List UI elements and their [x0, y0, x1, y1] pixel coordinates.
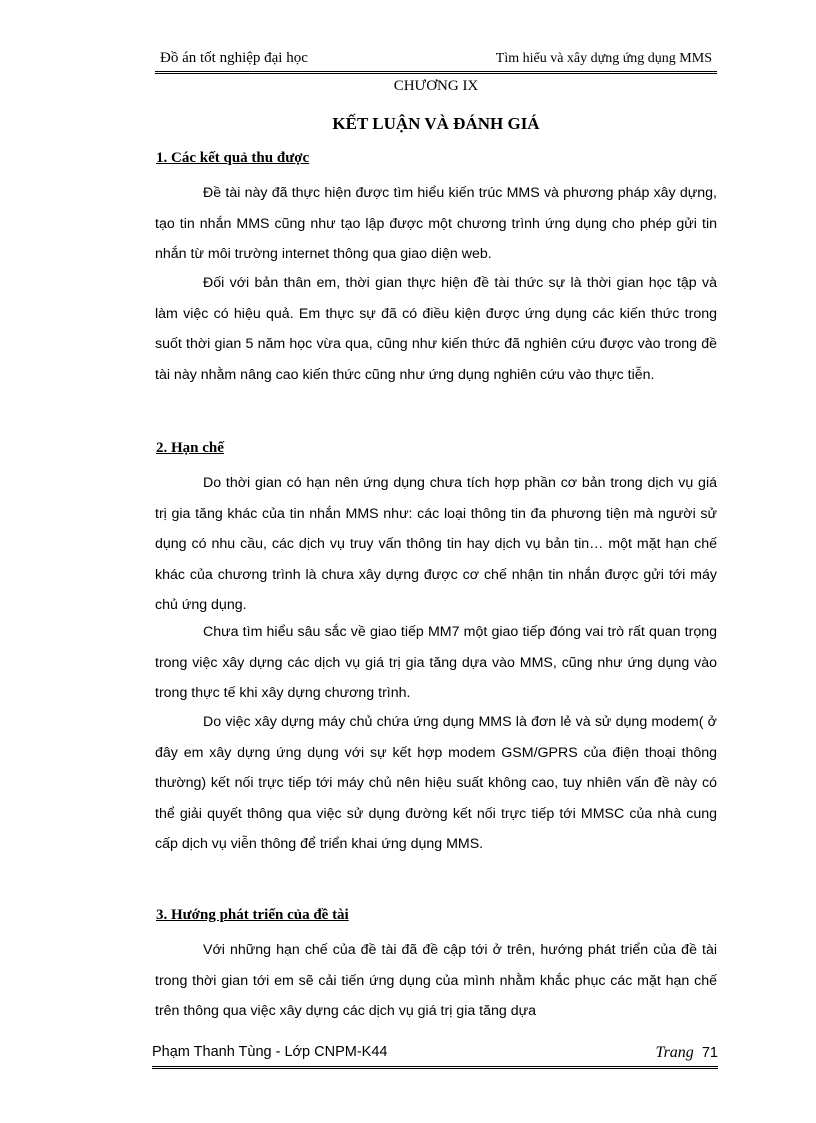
section-heading-2: 2. Hạn chế — [156, 440, 224, 456]
page-number: 71 — [701, 1045, 718, 1061]
section-heading-1: 1. Các kết quả thu được — [156, 150, 310, 166]
chapter-label: CHƯƠNG IX — [393, 78, 479, 94]
header-right: Tìm hiểu và xây dựng ứng dụng MMS — [495, 51, 712, 66]
page-label: Trang — [655, 1044, 694, 1061]
footer-author: Phạm Thanh Tùng - Lớp CNPM-K44 — [152, 1044, 388, 1060]
footer-page — [656, 1044, 718, 1062]
footer-rule — [152, 1066, 718, 1070]
chapter-title: KẾT LUẬN VÀ ĐÁNH GIÁ — [332, 114, 540, 133]
header-left: Đồ án tốt nghiệp đại học — [160, 50, 308, 66]
paragraph: Đối với bản thân em, thời gian thực hiện đề tài thức sự là thời gian học tập và làm việc có hiệu quả. Em thực sự đã có điều kiện được ứng dụng các kiến thức trong suốt thời gian 5 năm học vừa qua, cũng như kiến thức đã nghiên cứu được vào trong đề tài này nhằm nâng cao kiến thức cũng như ứng dụng nghiên cứu vào thực tiễn. — [155, 275, 717, 383]
paragraph: Với những hạn chế của đề tài đã đề cập tới ở trên, hướng phát triển của đề tài trong thời gian tới em sẽ cải tiến ứng dụng của mình nhằm khắc phục các mặt hạn chế trên thông qua việc xây dựng các dịch vụ giá trị gia tăng dựa — [155, 942, 717, 1019]
section-heading-3: 3. Hướng phát triển của đề tài — [156, 907, 349, 923]
page-footer — [152, 1044, 718, 1066]
page-header — [160, 50, 712, 72]
paragraph: Chưa tìm hiểu sâu sắc về giao tiếp MM7 một giao tiếp đóng vai trò rất quan trọng trong việc xây dựng các dịch vụ giá trị gia tăng dựa vào MMS, cũng như ứng dụng vào trong thực tế khi xây dựng chương trình. — [155, 624, 717, 701]
paragraph: Đề tài này đã thực hiện được tìm hiểu kiến trúc MMS và phương pháp xây dựng, tạo tin nhắn MMS cũng như tạo lập được một chương trình ứng dụng cho phép gửi tin nhắn từ môi trường internet thông qua giao diện web. — [155, 185, 717, 262]
header-rule — [155, 71, 717, 75]
paragraph: Do việc xây dựng máy chủ chứa ứng dụng MMS là đơn lẻ và sử dụng modem( ở đây em xây dựng ứng dụng với sự kết hợp modem GSM/GPRS của điện thoại thông thường) kết nối trực tiếp tới máy chủ nên hiệu suất không cao, tuy nhiên vấn đề này có thể giải quyết thông qua việc sử dụng đường kết nối trực tiếp tới MMSC của nhà cung cấp dịch vụ viễn thông để triển khai ứng dụng MMS. — [155, 714, 717, 852]
paragraph: Do thời gian có hạn nên ứng dụng chưa tích hợp phần cơ bản trong dịch vụ giá trị gia tăng khác của tin nhắn MMS như: các loại thông tin đa phương tiện mà người sử dụng có nhu cầu, các dịch vụ truy vấn thông tin hay dịch vụ bản tin… một mặt hạn chế khác của chương trình là chưa xây dựng được cơ chế nhận tin nhắn được gửi tới máy chủ ứng dụng. — [155, 475, 717, 613]
